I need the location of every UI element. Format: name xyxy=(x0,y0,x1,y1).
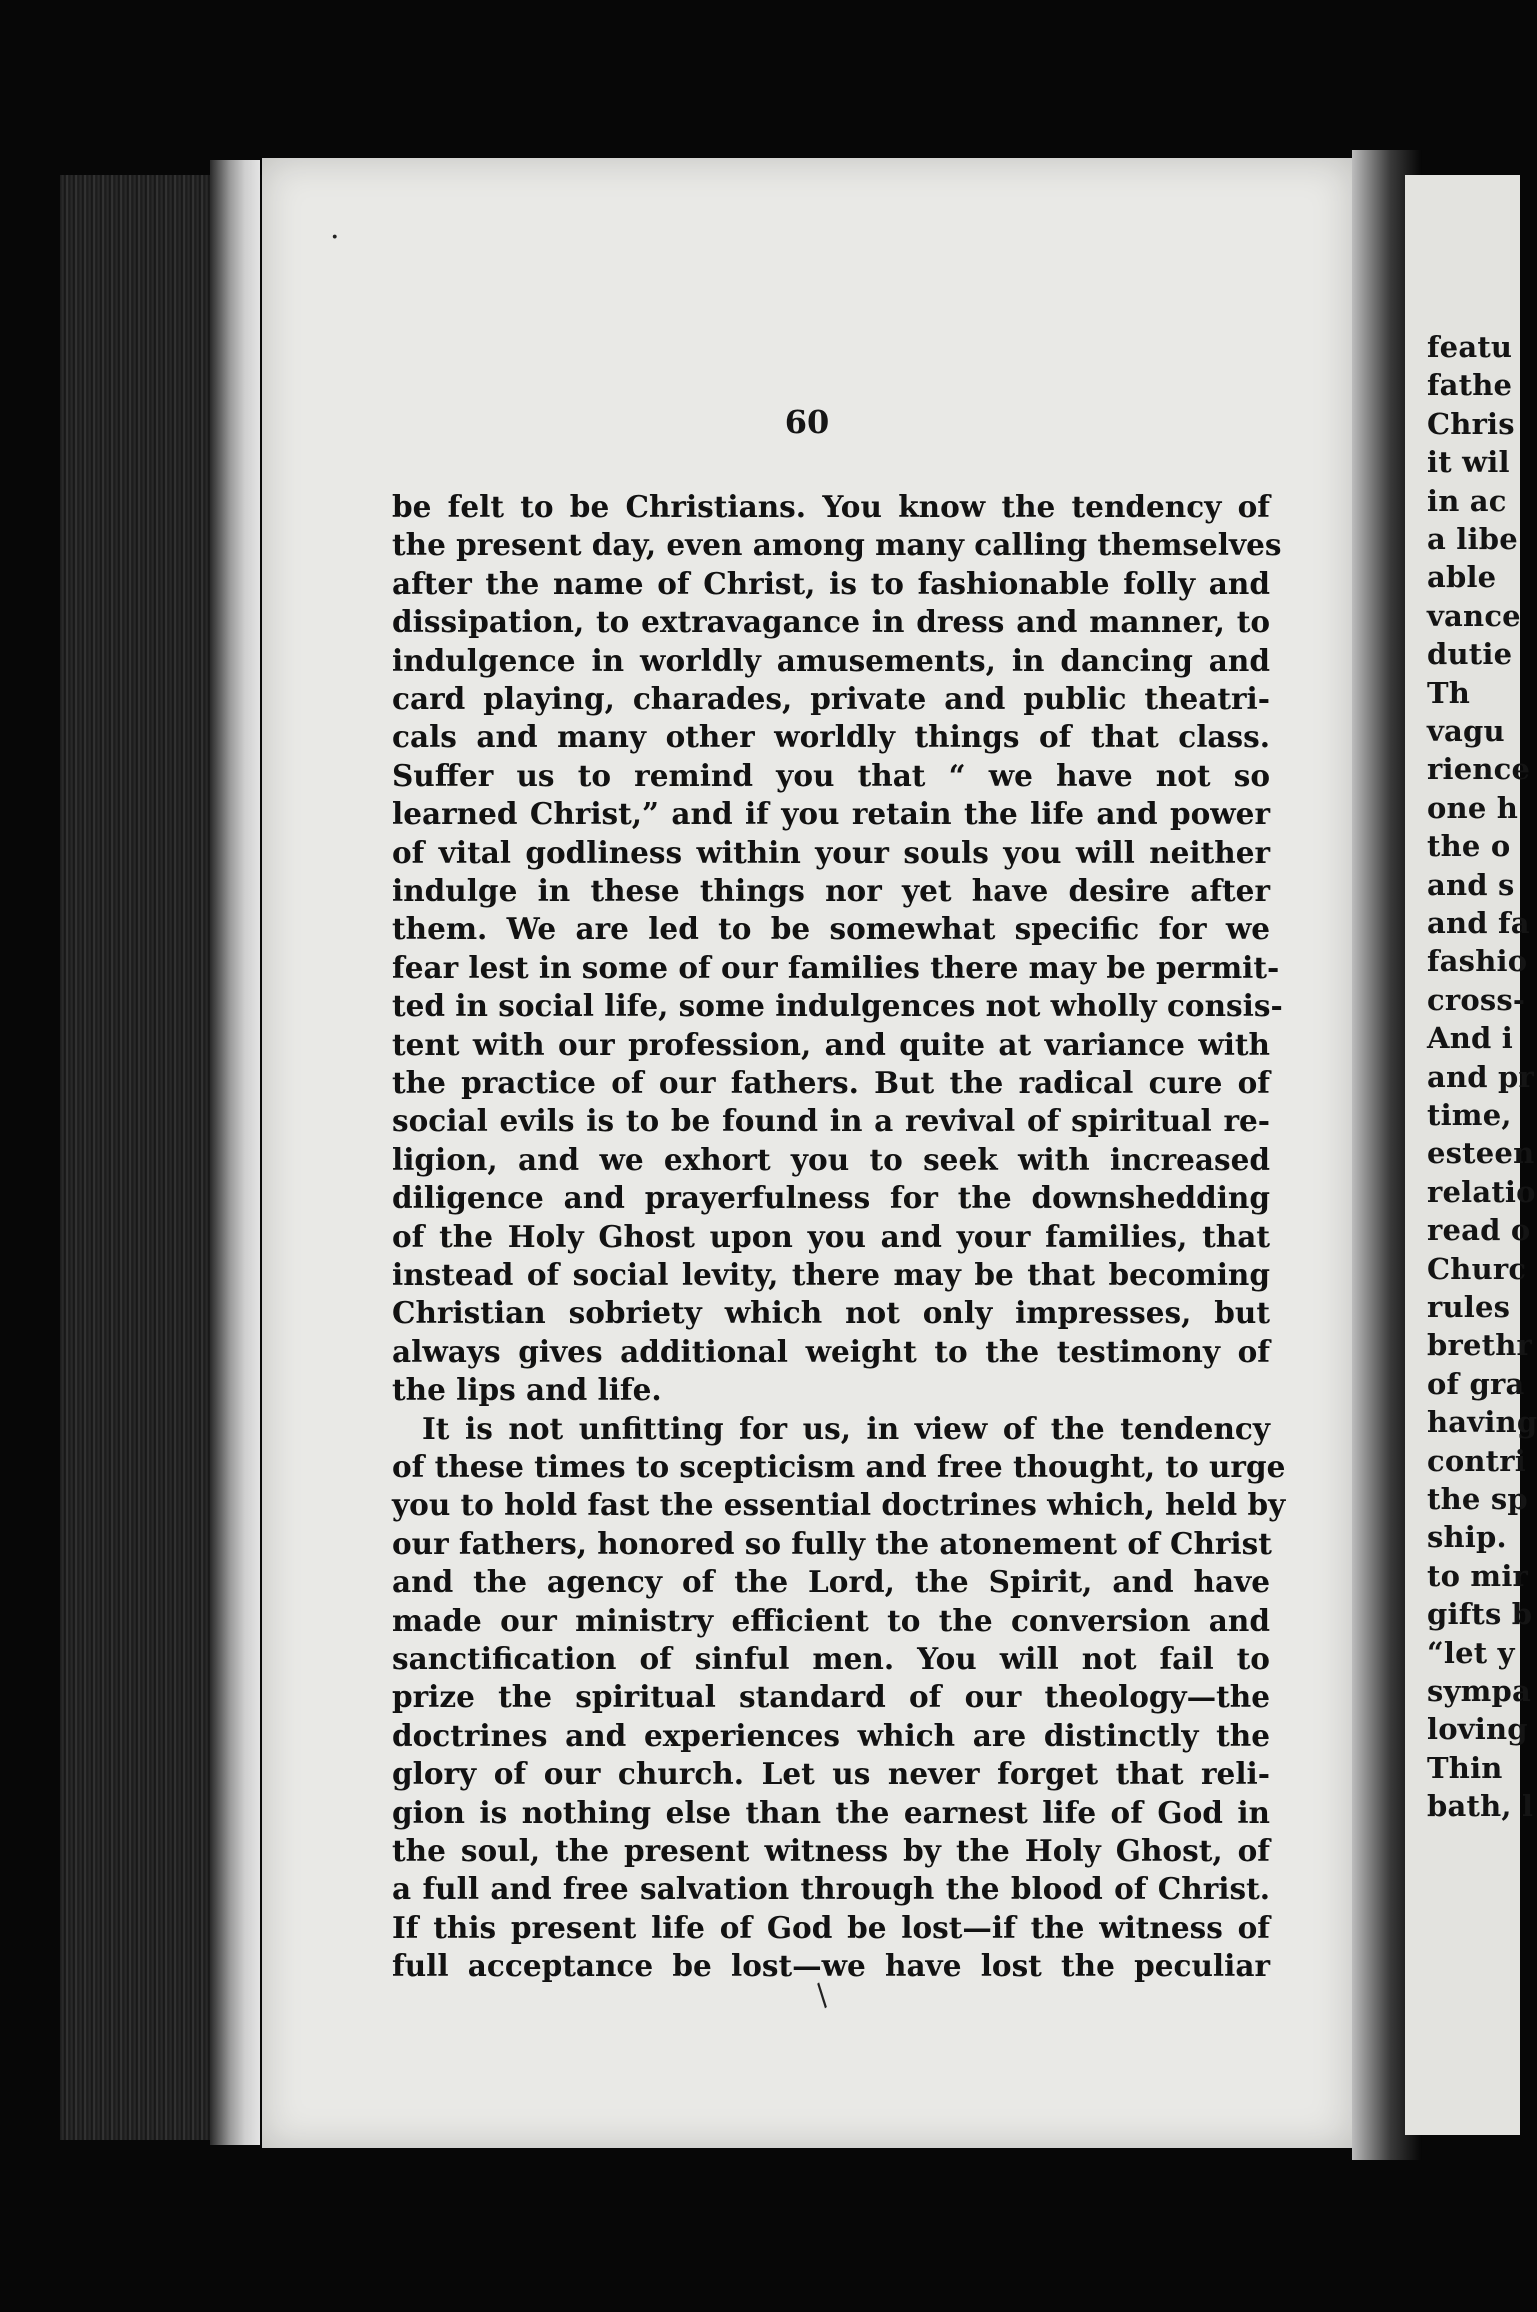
facing-text-line: read o xyxy=(1427,1213,1531,1248)
text-line: glory of our church. Let us never forget that reli- xyxy=(392,1756,1270,1792)
text-line: indulgence in worldly amusements, in dancing and xyxy=(392,642,1270,678)
facing-page xyxy=(1405,175,1537,2135)
text-line: tent with our profession, and quite at variance with xyxy=(392,1026,1270,1062)
text-line: you to hold fast the essential doctrines which, held by xyxy=(392,1487,1286,1523)
text-line: our fathers, honored so fully the atonement of Christ xyxy=(392,1525,1272,1561)
facing-text-line: Th xyxy=(1427,675,1471,710)
text-line: a full and free salvation through the blood of Christ. xyxy=(392,1871,1270,1907)
facing-text-line: ship. xyxy=(1427,1520,1507,1555)
facing-text-line: Thin xyxy=(1427,1750,1503,1785)
facing-text-line: to mir xyxy=(1427,1558,1529,1593)
text-line: doctrines and experiences which are distinctly the xyxy=(392,1717,1270,1753)
facing-text-line: able xyxy=(1427,560,1497,595)
text-line: the lips and life. xyxy=(392,1372,662,1408)
facing-text-line: one h xyxy=(1427,790,1519,825)
text-line: dissipation, to extravagance in dress and manner, to xyxy=(392,604,1270,640)
facing-text-line: And i xyxy=(1427,1021,1513,1056)
facing-text-line: time, xyxy=(1427,1098,1512,1132)
facing-text-line: and fa xyxy=(1427,906,1530,940)
facing-text-line: loving xyxy=(1427,1712,1528,1747)
text-line: indulge in these things nor yet have desire after xyxy=(392,873,1270,908)
facing-text-line: it wil xyxy=(1427,445,1510,480)
facing-text-line: rules xyxy=(1427,1290,1511,1324)
facing-text-line: dutie xyxy=(1427,637,1513,672)
facing-text-line: having xyxy=(1427,1405,1537,1440)
facing-text-line: the o xyxy=(1427,829,1511,864)
text-line: ligion, and we exhort you to seek with increased xyxy=(392,1141,1270,1177)
book-page-edge-highlight xyxy=(210,160,260,2145)
text-line: the soul, the present witness by the Holy Ghost, of xyxy=(392,1833,1270,1868)
text-line: card playing, charades, private and public theatri- xyxy=(392,681,1270,716)
book-page xyxy=(262,158,1352,2148)
facing-text-line: esteen xyxy=(1427,1136,1535,1171)
text-line: of vital godliness within your souls you will neither xyxy=(392,834,1270,870)
facing-text-line: “let y xyxy=(1427,1635,1515,1670)
text-line: and the agency of the Lord, the Spirit, and have xyxy=(392,1564,1270,1600)
text-line: full acceptance be lost—we have lost the peculiar xyxy=(392,1948,1270,1984)
facing-text-line: and s xyxy=(1427,867,1515,902)
facing-text-line: brethr xyxy=(1427,1328,1532,1363)
facing-text-line: rience xyxy=(1427,752,1531,787)
text-line: of these times to scepticism and free thought, to urge xyxy=(392,1449,1286,1484)
text-line: Christian sobriety which not only impresses, but xyxy=(392,1295,1270,1331)
text-line: gion is nothing else than the earnest life of God in xyxy=(392,1794,1270,1830)
text-line: cals and many other worldly things of that class. xyxy=(392,719,1270,755)
facing-text-line: contri xyxy=(1427,1443,1526,1478)
text-line: learned Christ,” and if you retain the life and power xyxy=(392,796,1270,832)
facing-text-line: vance xyxy=(1427,598,1521,633)
text-line: always gives additional weight to the testimony of xyxy=(392,1333,1270,1369)
text-line: prize the spiritual standard of our theology—the xyxy=(392,1679,1270,1715)
text-line: them. We are led to be somewhat specific for we xyxy=(392,911,1270,947)
facing-text-line: sympa xyxy=(1427,1674,1531,1708)
facing-text-line: relatio xyxy=(1427,1174,1536,1209)
page-number: 60 xyxy=(784,403,830,441)
text-line: ted in social life, some indulgences not wholly consis- xyxy=(392,988,1283,1024)
facing-text-line: featu xyxy=(1427,330,1513,364)
text-line: the present day, even among many calling themselves xyxy=(392,527,1282,563)
text-line: sanctification of sinful men. You will not fail to xyxy=(392,1641,1270,1676)
facing-text-line: Churc xyxy=(1427,1251,1527,1286)
facing-text-line: in ac xyxy=(1427,483,1507,518)
text-line: be felt to be Christians. You know the tendency of xyxy=(392,489,1270,524)
text-line: the practice of our fathers. But the radical cure of xyxy=(392,1065,1270,1100)
facing-text-line: fathe xyxy=(1427,368,1513,403)
text-line: social evils is to be found in a revival of spiritual re- xyxy=(392,1103,1270,1139)
facing-text-line: gifts b xyxy=(1427,1597,1533,1632)
text-line: It is not unfitting for us, in view of the tendency xyxy=(422,1410,1270,1446)
text-line: fear lest in some of our families there may be permit- xyxy=(392,949,1280,985)
facing-text-line: fashio xyxy=(1427,944,1528,979)
text-line: instead of social levity, there may be that becoming xyxy=(392,1257,1270,1292)
text-line: Suffer us to remind you that “ we have not so xyxy=(392,757,1270,793)
facing-text-line: of gra xyxy=(1427,1366,1525,1401)
facing-text-line: vagu xyxy=(1427,714,1505,748)
facing-text-line: Chris xyxy=(1427,406,1515,441)
text-line: made our ministry efficient to the conversion and xyxy=(392,1602,1270,1638)
pen-mark: / xyxy=(807,1978,837,2013)
facing-text-line: and pr xyxy=(1427,1059,1535,1094)
facing-text-line: cross- xyxy=(1427,982,1526,1017)
text-line: diligence and prayerfulness for the downshedding xyxy=(392,1180,1270,1216)
text-line: If this present life of God be lost—if the witness of xyxy=(392,1909,1270,1945)
facing-text-line: the sp xyxy=(1427,1482,1528,1516)
text-line: of the Holy Ghost upon you and your families, that xyxy=(392,1218,1270,1254)
facing-text-line: bath, l xyxy=(1427,1789,1534,1824)
text-line: after the name of Christ, is to fashionable folly and xyxy=(392,565,1270,601)
speck-mark: · xyxy=(330,220,340,255)
facing-text-line: a libe xyxy=(1427,522,1518,556)
